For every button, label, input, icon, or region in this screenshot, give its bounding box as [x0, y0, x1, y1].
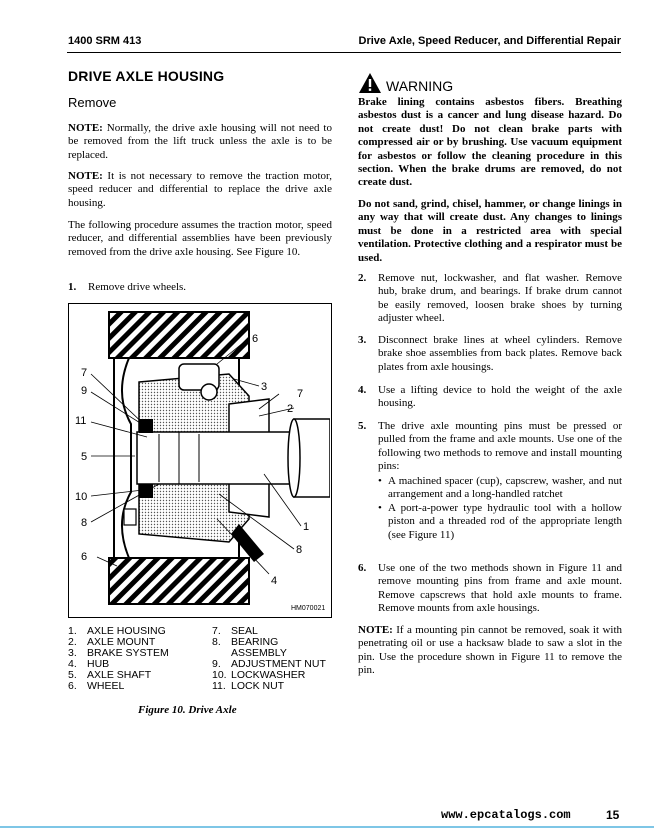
tire-top: [109, 312, 249, 358]
figure-legend-left: [68, 626, 208, 692]
footer-rule: [0, 826, 654, 828]
header-right: Drive Axle, Speed Reducer, and Differential Repair: [358, 35, 621, 47]
note-1: [68, 122, 332, 162]
legend-item: ASSEMBLY: [231, 647, 287, 659]
step-5-number: 5.: [358, 420, 367, 432]
callout-5: 5: [81, 451, 88, 463]
step-6-text: Use one of the two methods shown in Figure 11 and remove mounting pins from frame and axle mount. Remove capscrews that hold axle mounts to frame. Remove mounts from axle housings.: [378, 562, 622, 615]
legend-item: 7. SEAL: [212, 625, 258, 637]
note-2: [68, 170, 332, 210]
callout-8-right: 8: [296, 544, 303, 556]
warning-title: WARNING: [386, 78, 454, 94]
step-6: [358, 562, 622, 618]
step-2: [358, 272, 622, 328]
list-item: • A machined spacer (cup), capscrew, washer, and nut arrangement and a long-handled ratchet: [378, 475, 622, 501]
figure-legend-right: [212, 626, 342, 692]
step-3: [358, 334, 622, 376]
callout-7-right: 7: [297, 388, 304, 400]
note-3-text: If a mounting pin cannot be removed, soak it with penetrating oil or use a hacksaw blade to saw a slot in the pin. Use the procedure shown in Figure 11 to remove the pin.: [358, 624, 622, 677]
callout-2: 2: [287, 403, 294, 415]
legend-item: 6. WHEEL: [68, 680, 125, 692]
callout-6-bottom: 6: [81, 551, 88, 563]
legend-item: 1. AXLE HOUSING: [68, 625, 166, 637]
legend-item: 10. LOCKWASHER: [212, 669, 306, 681]
bullet-list: [378, 475, 622, 542]
step-6-number: 6.: [358, 562, 367, 574]
step-4-text: Use a lifting device to hold the weight of the axle housing.: [378, 384, 622, 410]
page-number: 15: [606, 808, 620, 822]
figure-caption: Figure 10. Drive Axle: [138, 704, 237, 716]
step-5: [358, 420, 622, 560]
step-2-text: Remove nut, lockwasher, and flat washer. Remove hub, brake drum, and bearings. If brake drum cannot be easily removed, loosen brake shoes by turning adjuster wheel.: [378, 272, 622, 325]
section-title: DRIVE AXLE HOUSING: [68, 68, 225, 84]
callout-8-left: 8: [81, 517, 88, 529]
list-item: • A port-a-power type hydraulic tool with a hollow piston and a threaded rod of the appropriate length (see Figure 11): [378, 501, 622, 541]
legend-item: 2. AXLE MOUNT: [68, 636, 156, 648]
legend-item: 11. LOCK NUT: [212, 680, 285, 692]
step-1-text: Remove drive wheels.: [88, 281, 187, 293]
step-4-number: 4.: [358, 384, 367, 396]
step-1-number: 1.: [68, 281, 77, 293]
callout-3: 3: [261, 381, 268, 393]
step-1: [68, 281, 332, 295]
legend-item: 9. ADJUSTMENT NUT: [212, 658, 326, 670]
header-left: 1400 SRM 413: [68, 35, 142, 47]
callout-11: 11: [75, 415, 87, 427]
warning-paragraph-1: Brake lining contains asbestos fibers. Breathing asbestos dust is a cancer and lung disease hazard. Do not create dust! Do not clean brake parts with compressed air or by brushing. Use vacuum equipment for asbestos or follow the cleaning procedure in this section. When the brake drums are removed, do not create dust.: [358, 96, 622, 189]
step-5-text: The drive axle mounting pins must be pressed or pulled from the frame and axle mounts. Use one of the following two methods to remove and install mounting pins:: [378, 420, 622, 473]
legend-item: 3. BRAKE SYSTEM: [68, 647, 169, 659]
callout-7-left: 7: [81, 367, 88, 379]
callout-10: 10: [75, 491, 88, 503]
warning-paragraph-2: Do not sand, grind, chisel, hammer, or change linings in any way that will create dust. Any changes to linings must be done in a restricted area with special ventilation. Protective clothing and a respirator must be used.: [358, 198, 622, 264]
tire-bottom: [109, 558, 249, 604]
step-3-text: Disconnect brake lines at wheel cylinders. Remove brake shoe assemblies from back plates. Remove back plates from axle housings.: [378, 334, 622, 373]
legend-item: 8. BEARING: [212, 636, 279, 648]
callout-1: 1: [303, 521, 310, 533]
callout-6-top: 6: [252, 333, 259, 345]
callout-4: 4: [271, 575, 278, 587]
note-1-label: NOTE:: [68, 122, 103, 134]
footer-url-link[interactable]: www.epcatalogs.com: [441, 808, 571, 822]
step-4: [358, 384, 622, 412]
legend-item: 5. AXLE SHAFT: [68, 669, 152, 681]
figure-drive-axle: [68, 303, 332, 618]
note-3-label: NOTE:: [358, 624, 393, 636]
callout-9: 9: [81, 385, 88, 397]
legend-item: 4. HUB: [68, 658, 110, 670]
intro-paragraph: The following procedure assumes the traction motor, speed reducer, and differential assemblies have been previously removed from the drive axle housing. See Figure 10.: [68, 219, 332, 258]
step-3-number: 3.: [358, 334, 367, 346]
subsection-title: Remove: [68, 95, 117, 110]
note-1-text: Normally, the drive axle housing will not need to be removed from the lift truck unless the axle is to be replaced.: [68, 122, 332, 161]
warning-triangle-icon: [358, 72, 382, 94]
note-3: [358, 624, 622, 678]
note-2-text: It is not necessary to remove the traction motor, speed reducer and differential to replace the drive axle housing.: [68, 170, 332, 209]
figure-id-label: HM070021: [291, 605, 326, 612]
drive-axle-drawing: [69, 304, 330, 616]
note-2-label: NOTE:: [68, 170, 103, 182]
header-rule: [67, 52, 621, 53]
step-2-number: 2.: [358, 272, 367, 284]
